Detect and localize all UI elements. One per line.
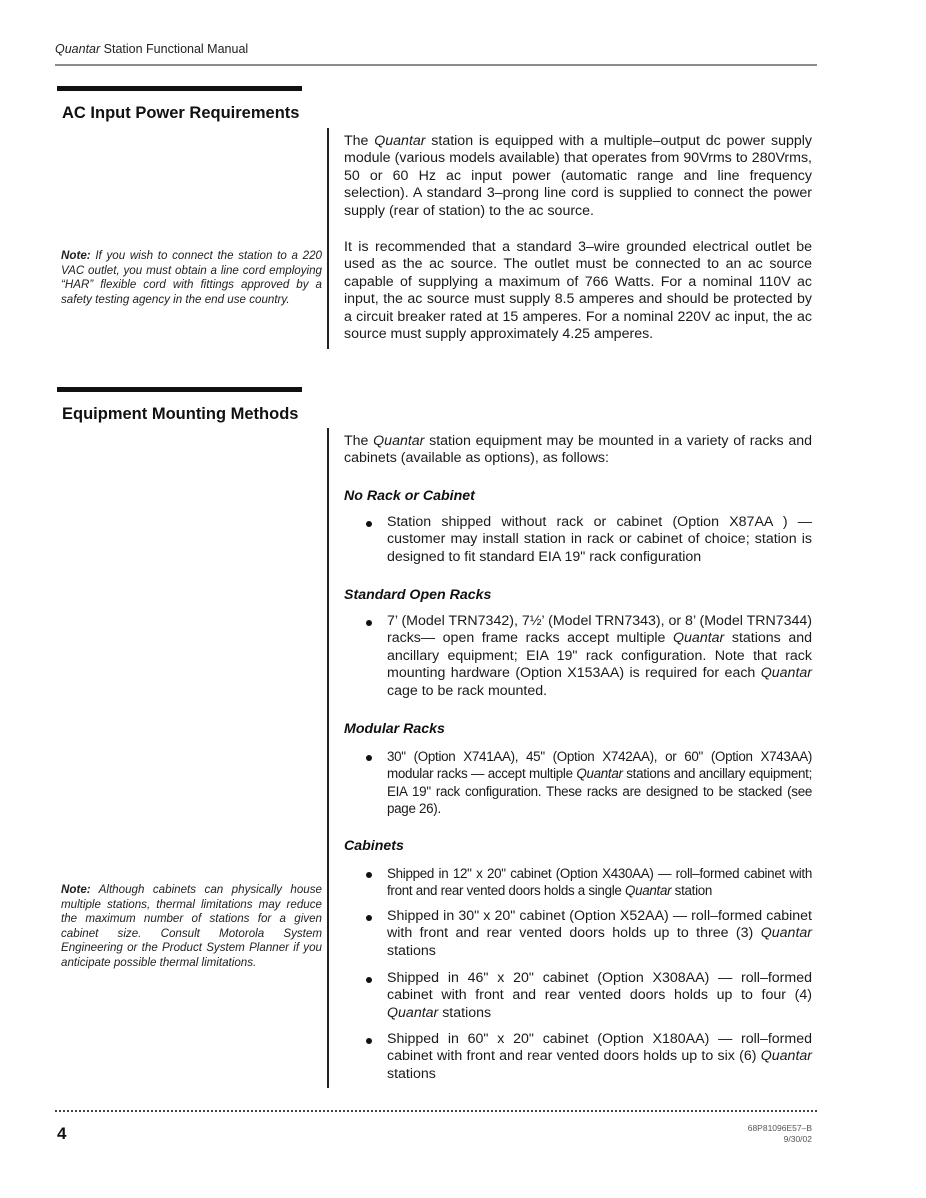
section-divider-bar: [327, 428, 329, 1088]
running-header: [55, 42, 248, 56]
section-title-equipment-mounting: Equipment Mounting Methods: [62, 405, 299, 423]
footer-rule: [55, 1110, 817, 1112]
page-number: 4: [57, 1124, 67, 1143]
bullet-icon: [366, 872, 372, 878]
subheading-no-rack: No Rack or Cabinet: [344, 488, 475, 504]
section-divider-bar: [327, 128, 329, 349]
list-item: 7’ (Model TRN7342), 7½’ (Model TRN7343), or 8’ (Model TRN7344) racks— open frame racks accept multiple Quantar stations and ancillary equipment; EIA 19" rack configuration. Note that rack mounting hardware (Option X153AA) is required for each Quantar cage to be rack mounted.: [366, 613, 812, 700]
list-item: Shipped in 12" x 20" cabinet (Option X430AA) — roll–formed cabinet with front and rear vented doors holds a single Quantar station: [366, 865, 812, 900]
bullet-icon: [366, 521, 372, 527]
bullet-icon: [366, 620, 372, 626]
bullet-icon: [366, 977, 372, 983]
paragraph-power-supply: The Quantar station is equipped with a multiple–output dc power supply module (various models available) that operates from 90Vrms to 280Vrms, 50 or 60 Hz ac input power (automatic range and line frequency selection). A standard 3–prong line cord is supplied to connect the power supply (rear of station) to the ac source.: [344, 133, 812, 219]
running-header-title: Station Functional Manual: [100, 42, 249, 56]
subheading-standard-open-racks: Standard Open Racks: [344, 587, 492, 603]
note-220vac: Note: If you wish to connect the station to a 220 VAC outlet, you must obtain a line cord employing “HAR” flexible cord with fittings approved by a safety testing agency in the end use country.: [61, 249, 322, 306]
bullet-icon: [366, 1038, 372, 1044]
list-item: Shipped in 60" x 20" cabinet (Option X180AA) — roll–formed cabinet with front and rear vented doors holds up to six (6) Quantar stations: [366, 1031, 812, 1083]
paragraph-outlet-requirements: It is recommended that a standard 3–wire grounded electrical outlet be used as the ac source. The outlet must be connected to an ac source capable of supplying a maximum of 766 Watts. For a nominal 110V ac input, the ac source must supply 8.5 amperes and should be protected by a circuit breaker rated at 15 amperes. For a nominal 220V ac input, the ac source must supply approximately 4.25 amperes.: [344, 239, 812, 343]
note-label: Note:: [61, 249, 91, 262]
document-number: 68P81096E57–B: [747, 1123, 812, 1133]
header-rule: [55, 64, 817, 66]
document-date: 9/30/02: [783, 1133, 812, 1144]
list-item: Shipped in 46" x 20" cabinet (Option X308AA) — roll–formed cabinet with front and rear vented doors holds up to four (4) Quantar stations: [366, 970, 812, 1022]
list-item: 30" (Option X741AA), 45" (Option X742AA), or 60" (Option X743AA) modular racks — accept multiple Quantar stations and ancillary equipment; EIA 19" rack configuration. These racks are designed to be stacked (see page 26).: [366, 748, 812, 818]
document-code: [700, 1123, 812, 1144]
running-header-product: Quantar: [55, 42, 101, 56]
note-label: Note:: [61, 883, 91, 896]
paragraph-mounting-intro: The Quantar station equipment may be mounted in a variety of racks and cabinets (available as options), as follows:: [344, 433, 812, 467]
subheading-modular-racks: Modular Racks: [344, 721, 445, 737]
list-item: Shipped in 30" x 20" cabinet (Option X52AA) — roll–formed cabinet with front and rear vented doors holds up to three (3) Quantar stations: [366, 908, 812, 960]
bullet-icon: [366, 755, 372, 761]
subheading-cabinets: Cabinets: [344, 838, 404, 854]
section-title-ac-input-power: AC Input Power Requirements: [62, 104, 300, 122]
list-item: Station shipped without rack or cabinet (Option X87AA ) — customer may install station in rack or cabinet of choice; station is designed to fit standard EIA 19" rack configuration: [366, 514, 812, 566]
note-thermal-limitations: Note: Although cabinets can physically house multiple stations, thermal limitations may reduce the maximum number of stations for a given cabinet size. Consult Motorola System Engineering or the Product System Planner if you anticipate possible thermal limitations.: [61, 883, 322, 969]
bullet-icon: [366, 915, 372, 921]
section-bar: [57, 86, 302, 91]
section-bar: [57, 387, 302, 392]
